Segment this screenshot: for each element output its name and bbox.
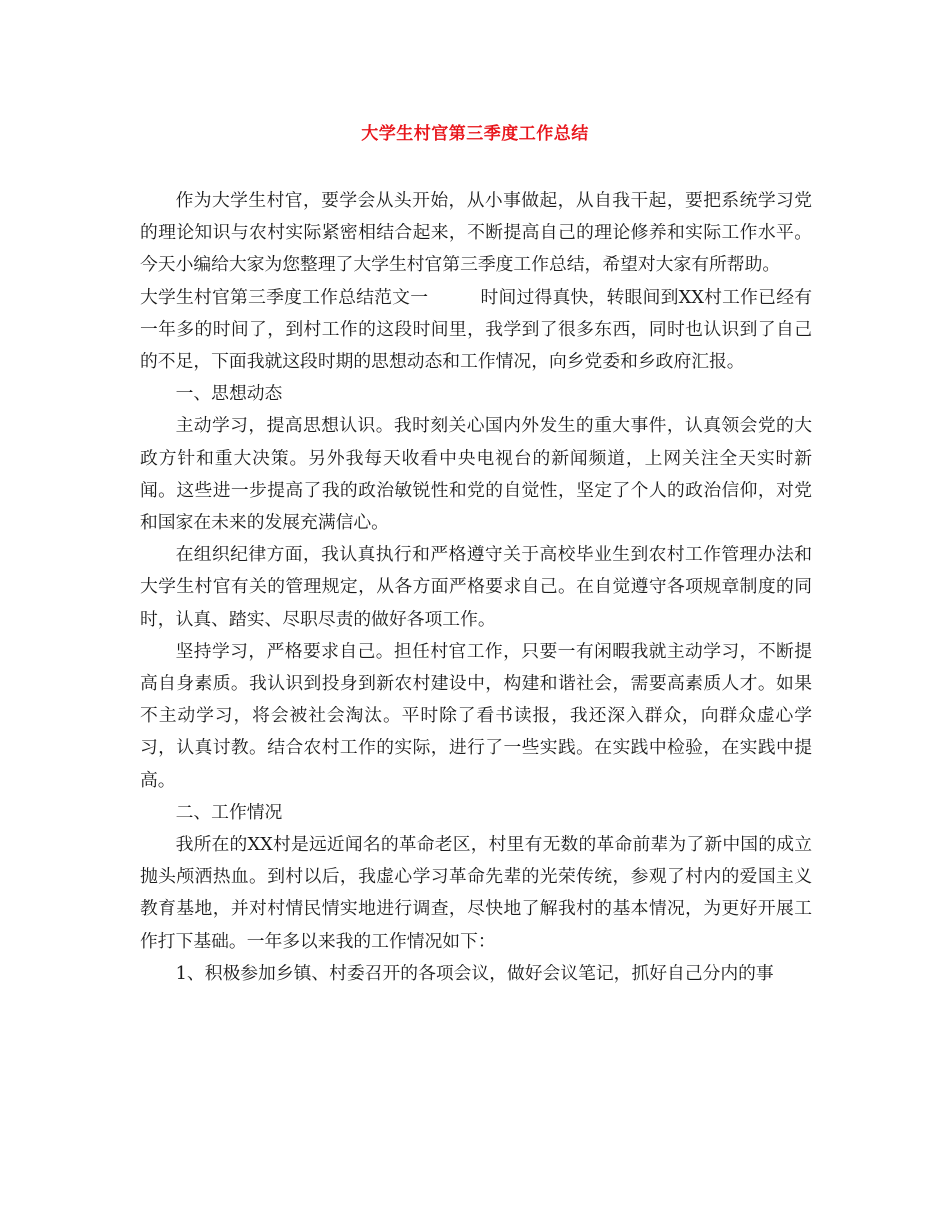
paragraph-5: 1、积极参加乡镇、村委召开的各项会议，做好会议笔记，抓好自己分内的事 — [175, 962, 774, 984]
document-body — [140, 185, 812, 990]
section-heading-1: 一、思想动态 — [175, 383, 283, 405]
sample-paragraph — [140, 282, 812, 379]
section-heading-2: 二、工作情况 — [175, 801, 283, 823]
paragraph-2: 在组织纪律方面，我认真执行和严格遵守关于高校毕业生到农村工作管理办法和大学生村官有关的管理规定，从各方面严格要求自己。在自觉遵守各项规章制度的同时，认真、踏实、尽职尽责的做好各项工作。 — [140, 544, 812, 630]
intro-paragraph: 作为大学生村官，要学会从头开始，从小事做起，从自我干起，要把系统学习党的理论知识与农村实际紧密相结合起来，不断提高自己的理论修养和实际工作水平。今天小编给大家为您整理了大学生村官第三季度工作总结，希望对大家有所帮助。 — [140, 190, 812, 276]
paragraph-4: 我所在的XX村是远近闻名的革命老区，村里有无数的革命前辈为了新中国的成立抛头颅洒热血。到村以后，我虚心学习革命先辈的光荣传统，参观了村内的爱国主义教育基地，并对村情民情实地进行调查，尽快地了解我村的基本情况，为更好开展工作打下基础。一年多以来我的工作情况如下： — [140, 834, 812, 952]
document-title: 大学生村官第三季度工作总结 — [361, 124, 589, 144]
sample-text: 时间过得真快，转眼间到XX村工作已经有一年多的时间了，到村工作的这段时间里，我学到了很多东西，同时也认识到了自己的不足，下面我就这段时期的思想动态和工作情况，向乡党委和乡政府汇报。 — [140, 286, 812, 373]
paragraph-1: 主动学习，提高思想认识。我时刻关心国内外发生的重大事件，认真领会党的大政方针和重大决策。另外我每天收看中央电视台的新闻频道，上网关注全天实时新闻。这些进一步提高了我的政治敏锐性和党的自觉性，坚定了个人的政治信仰，对党和国家在未来的发展充满信心。 — [140, 415, 812, 534]
sample-label: 大学生村官第三季度工作总结范文一 — [140, 286, 429, 308]
paragraph-3: 坚持学习，严格要求自己。担任村官工作，只要一有闲暇我就主动学习，不断提高自身素质。我认识到投身到新农村建设中，构建和谐社会，需要高素质人才。如果不主动学习，将会被社会淘汰。平时除了看书读报，我还深入群众，向群众虚心学习，认真讨教。结合农村工作的实际，进行了一些实践。在实践中检验，在实践中提高。 — [140, 640, 812, 791]
